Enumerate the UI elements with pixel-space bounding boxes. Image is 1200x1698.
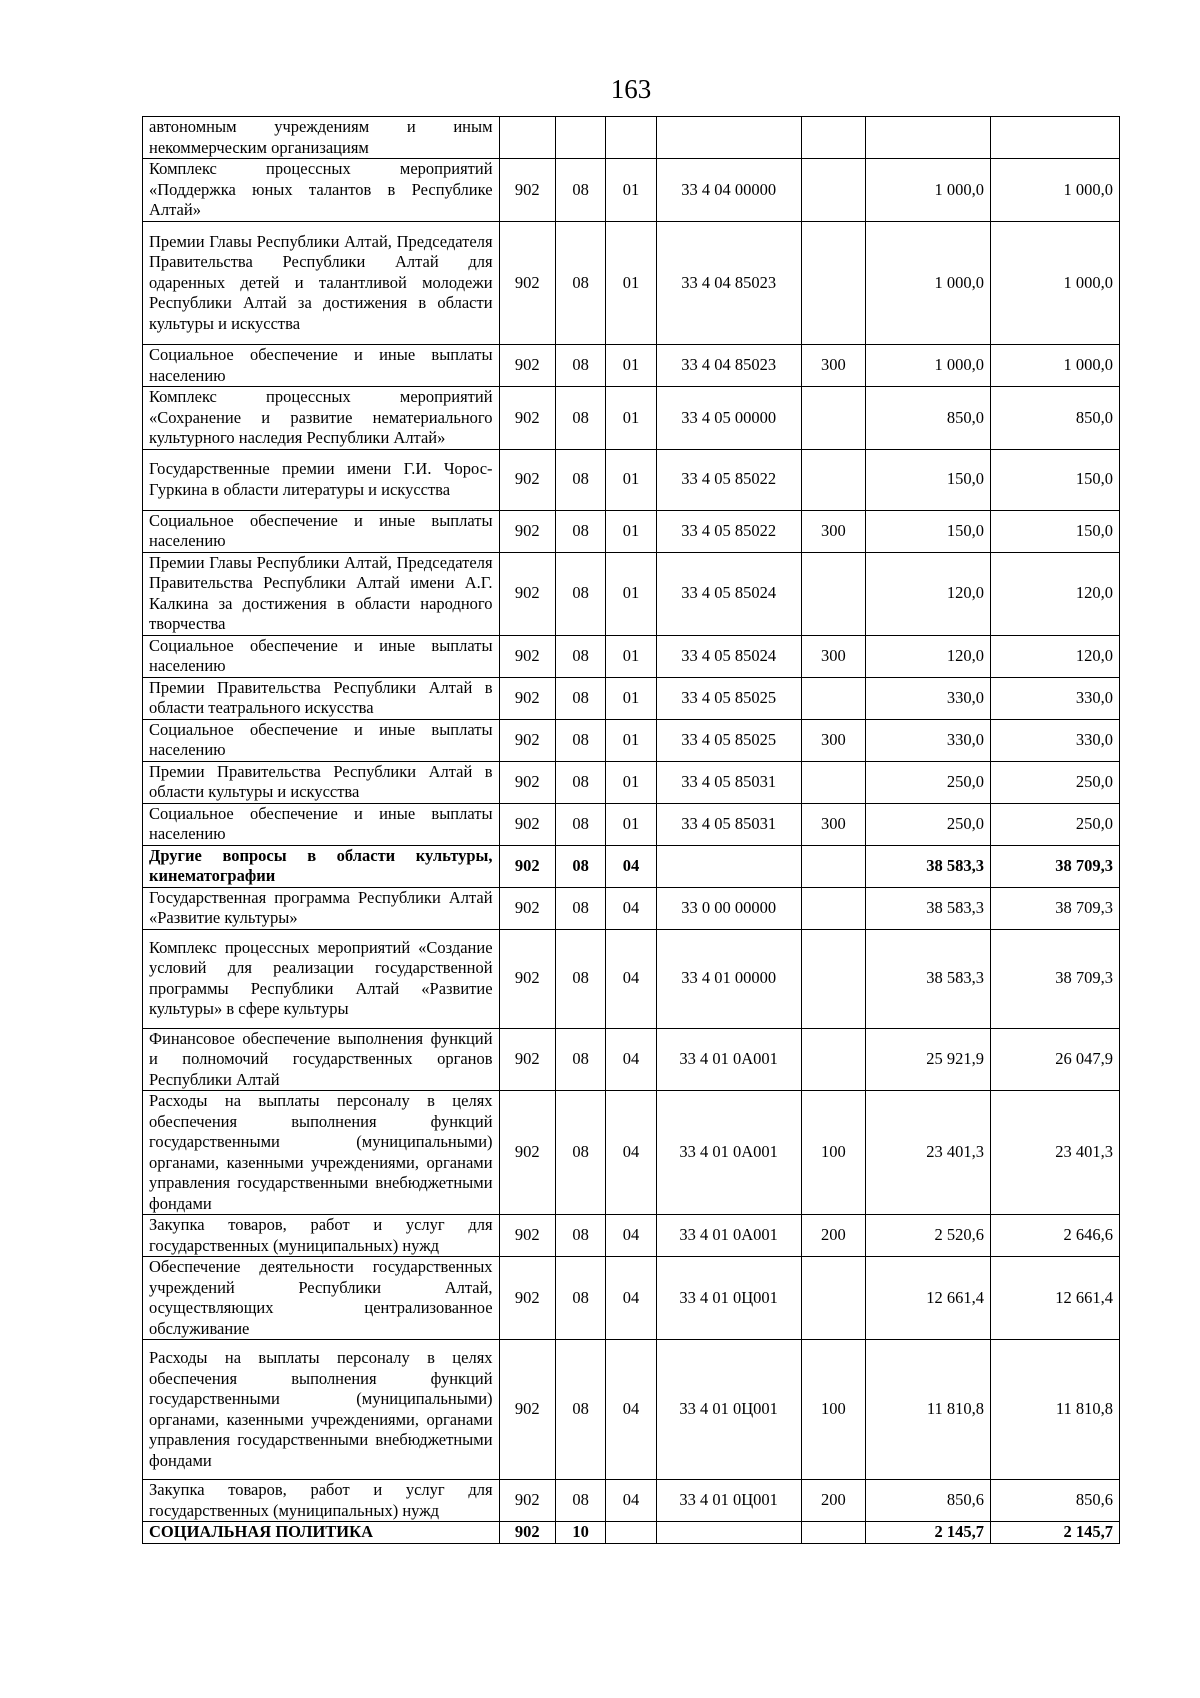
item-name: Премии Главы Республики Алтай, Председателя Правительства Республики Алтай для одаренных детей и талантливой молодежи Республики Алтай за достижения в области культуры и искусства	[143, 222, 500, 345]
subsection-code: 04	[606, 1480, 656, 1522]
section-code: 08	[555, 761, 605, 803]
amount-year1: 11 810,8	[866, 1340, 991, 1480]
target-article-code: 33 4 05 85025	[656, 719, 801, 761]
subsection-code: 01	[606, 719, 656, 761]
amount-year1: 38 583,3	[866, 929, 991, 1028]
ministry-code: 902	[499, 387, 555, 450]
item-name: Закупка товаров, работ и услуг для государственных (муниципальных) нужд	[143, 1215, 500, 1257]
amount-year2: 330,0	[991, 719, 1120, 761]
expense-type-code	[801, 677, 865, 719]
amount-year1	[866, 117, 991, 159]
item-name: Социальное обеспечение и иные выплаты населению	[143, 635, 500, 677]
expense-type-code: 300	[801, 345, 865, 387]
subsection-code: 04	[606, 929, 656, 1028]
expense-type-code	[801, 1028, 865, 1091]
section-code: 08	[555, 1257, 605, 1340]
item-name: Премии Правительства Республики Алтай в области культуры и искусства	[143, 761, 500, 803]
amount-year1: 330,0	[866, 677, 991, 719]
expense-type-code: 100	[801, 1091, 865, 1215]
ministry-code: 902	[499, 635, 555, 677]
expense-type-code	[801, 159, 865, 222]
target-article-code: 33 4 05 85024	[656, 635, 801, 677]
table-row	[143, 159, 1120, 222]
amount-year1: 250,0	[866, 761, 991, 803]
expense-type-code: 100	[801, 1340, 865, 1480]
item-name: Другие вопросы в области культуры, кинематографии	[143, 845, 500, 887]
item-name: Государственные премии имени Г.И. Чорос-Гуркина в области литературы и искусства	[143, 449, 500, 510]
table-row	[143, 635, 1120, 677]
amount-year1: 2 145,7	[866, 1522, 991, 1544]
amount-year2: 2 145,7	[991, 1522, 1120, 1544]
expense-type-code	[801, 449, 865, 510]
target-article-code: 33 0 00 00000	[656, 887, 801, 929]
amount-year1: 1 000,0	[866, 159, 991, 222]
item-name: Закупка товаров, работ и услуг для государственных (муниципальных) нужд	[143, 1480, 500, 1522]
subsection-code: 01	[606, 803, 656, 845]
expense-type-code	[801, 1522, 865, 1544]
expense-type-code	[801, 117, 865, 159]
section-code: 08	[555, 1340, 605, 1480]
target-article-code: 33 4 01 0Ц001	[656, 1340, 801, 1480]
amount-year1: 850,6	[866, 1480, 991, 1522]
target-article-code	[656, 1522, 801, 1544]
item-name: Финансовое обеспечение выполнения функций и полномочий государственных органов Республики Алтай	[143, 1028, 500, 1091]
section-code: 08	[555, 845, 605, 887]
amount-year1: 12 661,4	[866, 1257, 991, 1340]
target-article-code: 33 4 01 00000	[656, 929, 801, 1028]
subsection-code: 01	[606, 552, 656, 635]
amount-year1: 330,0	[866, 719, 991, 761]
item-name: Социальное обеспечение и иные выплаты населению	[143, 719, 500, 761]
amount-year2: 150,0	[991, 510, 1120, 552]
target-article-code: 33 4 04 00000	[656, 159, 801, 222]
ministry-code: 902	[499, 929, 555, 1028]
expense-type-code	[801, 222, 865, 345]
budget-table	[142, 116, 1120, 1544]
target-article-code: 33 4 05 85024	[656, 552, 801, 635]
subsection-code: 01	[606, 222, 656, 345]
section-code: 08	[555, 510, 605, 552]
subsection-code: 01	[606, 635, 656, 677]
ministry-code: 902	[499, 1028, 555, 1091]
table-row	[143, 887, 1120, 929]
table-row	[143, 222, 1120, 345]
table-row	[143, 387, 1120, 450]
target-article-code: 33 4 04 85023	[656, 222, 801, 345]
subsection-code	[606, 1522, 656, 1544]
expense-type-code: 300	[801, 510, 865, 552]
ministry-code: 902	[499, 449, 555, 510]
amount-year2: 23 401,3	[991, 1091, 1120, 1215]
target-article-code: 33 4 04 85023	[656, 345, 801, 387]
item-name: Расходы на выплаты персоналу в целях обеспечения выполнения функций государственными (муниципальными) органами, казенными учреждениями, органами управления государственными внебюджетными фондами	[143, 1091, 500, 1215]
table-row	[143, 117, 1120, 159]
amount-year1: 1 000,0	[866, 222, 991, 345]
ministry-code: 902	[499, 1480, 555, 1522]
section-code	[555, 117, 605, 159]
section-code: 08	[555, 387, 605, 450]
amount-year2: 330,0	[991, 677, 1120, 719]
amount-year2: 26 047,9	[991, 1028, 1120, 1091]
expense-type-code	[801, 552, 865, 635]
ministry-code: 902	[499, 677, 555, 719]
amount-year2: 150,0	[991, 449, 1120, 510]
amount-year2: 38 709,3	[991, 845, 1120, 887]
target-article-code: 33 4 05 85025	[656, 677, 801, 719]
amount-year2: 38 709,3	[991, 887, 1120, 929]
table-row	[143, 1340, 1120, 1480]
expense-type-code: 300	[801, 803, 865, 845]
subsection-code: 04	[606, 1215, 656, 1257]
amount-year1: 120,0	[866, 552, 991, 635]
item-name: Государственная программа Республики Алтай «Развитие культуры»	[143, 887, 500, 929]
amount-year2: 850,0	[991, 387, 1120, 450]
table-row	[143, 1215, 1120, 1257]
target-article-code: 33 4 05 85022	[656, 510, 801, 552]
item-name: Расходы на выплаты персоналу в целях обеспечения выполнения функций государственными (муниципальными) органами, казенными учреждениями, органами управления государственными внебюджетными фондами	[143, 1340, 500, 1480]
section-code: 08	[555, 1028, 605, 1091]
table-row	[143, 449, 1120, 510]
item-name: Комплекс процессных мероприятий «Поддержка юных талантов в Республике Алтай»	[143, 159, 500, 222]
amount-year2: 38 709,3	[991, 929, 1120, 1028]
page-number: 163	[610, 74, 652, 104]
amount-year1: 250,0	[866, 803, 991, 845]
ministry-code	[499, 117, 555, 159]
amount-year1: 1 000,0	[866, 345, 991, 387]
ministry-code: 902	[499, 1522, 555, 1544]
section-code: 08	[555, 159, 605, 222]
target-article-code	[656, 117, 801, 159]
amount-year1: 23 401,3	[866, 1091, 991, 1215]
ministry-code: 902	[499, 761, 555, 803]
subsection-code: 01	[606, 677, 656, 719]
expense-type-code	[801, 761, 865, 803]
subsection-code: 01	[606, 345, 656, 387]
amount-year1: 850,0	[866, 387, 991, 450]
amount-year2: 1 000,0	[991, 345, 1120, 387]
subsection-code: 01	[606, 761, 656, 803]
section-code: 08	[555, 345, 605, 387]
table-row	[143, 761, 1120, 803]
subsection-code: 04	[606, 887, 656, 929]
section-code: 08	[555, 677, 605, 719]
section-code: 10	[555, 1522, 605, 1544]
amount-year2: 2 646,6	[991, 1215, 1120, 1257]
table-row	[143, 1522, 1120, 1544]
ministry-code: 902	[499, 887, 555, 929]
table-row	[143, 845, 1120, 887]
table-body	[143, 117, 1120, 1544]
target-article-code: 33 4 05 85031	[656, 761, 801, 803]
section-code: 08	[555, 803, 605, 845]
subsection-code: 04	[606, 845, 656, 887]
table-row	[143, 1028, 1120, 1091]
ministry-code: 902	[499, 1091, 555, 1215]
expense-type-code	[801, 845, 865, 887]
subsection-code: 01	[606, 387, 656, 450]
amount-year2: 11 810,8	[991, 1340, 1120, 1480]
amount-year1: 38 583,3	[866, 887, 991, 929]
section-code: 08	[555, 719, 605, 761]
target-article-code: 33 4 01 0А001	[656, 1215, 801, 1257]
section-code: 08	[555, 635, 605, 677]
section-code: 08	[555, 552, 605, 635]
table-row	[143, 552, 1120, 635]
subsection-code	[606, 117, 656, 159]
ministry-code: 902	[499, 510, 555, 552]
table-row	[143, 719, 1120, 761]
item-name: автономным учреждениям и иным некоммерческим организациям	[143, 117, 500, 159]
amount-year2: 12 661,4	[991, 1257, 1120, 1340]
section-code: 08	[555, 887, 605, 929]
expense-type-code: 300	[801, 635, 865, 677]
ministry-code: 902	[499, 345, 555, 387]
section-code: 08	[555, 1215, 605, 1257]
item-name: Социальное обеспечение и иные выплаты населению	[143, 510, 500, 552]
section-code: 08	[555, 222, 605, 345]
amount-year1: 120,0	[866, 635, 991, 677]
ministry-code: 902	[499, 845, 555, 887]
target-article-code: 33 4 01 0А001	[656, 1091, 801, 1215]
item-name: СОЦИАЛЬНАЯ ПОЛИТИКА	[143, 1522, 500, 1544]
item-name: Премии Правительства Республики Алтай в области театрального искусства	[143, 677, 500, 719]
item-name: Обеспечение деятельности государственных учреждений Республики Алтай, осуществляющих централизованное обслуживание	[143, 1257, 500, 1340]
target-article-code: 33 4 05 00000	[656, 387, 801, 450]
amount-year1: 25 921,9	[866, 1028, 991, 1091]
section-code: 08	[555, 1091, 605, 1215]
item-name: Комплекс процессных мероприятий «Сохранение и развитие нематериального культурного наследия Республики Алтай»	[143, 387, 500, 450]
section-code: 08	[555, 1480, 605, 1522]
table-row	[143, 510, 1120, 552]
expense-type-code: 300	[801, 719, 865, 761]
table-row	[143, 1480, 1120, 1522]
ministry-code: 902	[499, 719, 555, 761]
item-name: Социальное обеспечение и иные выплаты населению	[143, 345, 500, 387]
expense-type-code	[801, 1257, 865, 1340]
expense-type-code	[801, 929, 865, 1028]
expense-type-code: 200	[801, 1480, 865, 1522]
amount-year1: 2 520,6	[866, 1215, 991, 1257]
target-article-code: 33 4 01 0А001	[656, 1028, 801, 1091]
amount-year1: 38 583,3	[866, 845, 991, 887]
subsection-code: 01	[606, 449, 656, 510]
target-article-code: 33 4 05 85022	[656, 449, 801, 510]
amount-year2: 250,0	[991, 803, 1120, 845]
ministry-code: 902	[499, 1340, 555, 1480]
ministry-code: 902	[499, 803, 555, 845]
ministry-code: 902	[499, 552, 555, 635]
ministry-code: 902	[499, 222, 555, 345]
table-row	[143, 345, 1120, 387]
subsection-code: 04	[606, 1340, 656, 1480]
amount-year2: 250,0	[991, 761, 1120, 803]
subsection-code: 04	[606, 1028, 656, 1091]
target-article-code	[656, 845, 801, 887]
table-row	[143, 677, 1120, 719]
amount-year2: 1 000,0	[991, 222, 1120, 345]
table-row	[143, 1091, 1120, 1215]
table-row	[143, 1257, 1120, 1340]
amount-year2	[991, 117, 1120, 159]
item-name: Социальное обеспечение и иные выплаты населению	[143, 803, 500, 845]
amount-year1: 150,0	[866, 449, 991, 510]
section-code: 08	[555, 449, 605, 510]
subsection-code: 01	[606, 510, 656, 552]
ministry-code: 902	[499, 1257, 555, 1340]
table-row	[143, 803, 1120, 845]
amount-year2: 120,0	[991, 552, 1120, 635]
subsection-code: 01	[606, 159, 656, 222]
item-name: Комплекс процессных мероприятий «Создание условий для реализации государственной программы Республики Алтай «Развитие культуры» в сфере культуры	[143, 929, 500, 1028]
amount-year2: 1 000,0	[991, 159, 1120, 222]
subsection-code: 04	[606, 1091, 656, 1215]
target-article-code: 33 4 01 0Ц001	[656, 1257, 801, 1340]
target-article-code: 33 4 01 0Ц001	[656, 1480, 801, 1522]
table-row	[143, 929, 1120, 1028]
expense-type-code	[801, 387, 865, 450]
amount-year2: 120,0	[991, 635, 1120, 677]
amount-year2: 850,6	[991, 1480, 1120, 1522]
target-article-code: 33 4 05 85031	[656, 803, 801, 845]
section-code: 08	[555, 929, 605, 1028]
expense-type-code: 200	[801, 1215, 865, 1257]
item-name: Премии Главы Республики Алтай, Председателя Правительства Республики Алтай имени А.Г. Калкина за достижения в области народного творчества	[143, 552, 500, 635]
expense-type-code	[801, 887, 865, 929]
amount-year1: 150,0	[866, 510, 991, 552]
ministry-code: 902	[499, 159, 555, 222]
ministry-code: 902	[499, 1215, 555, 1257]
subsection-code: 04	[606, 1257, 656, 1340]
